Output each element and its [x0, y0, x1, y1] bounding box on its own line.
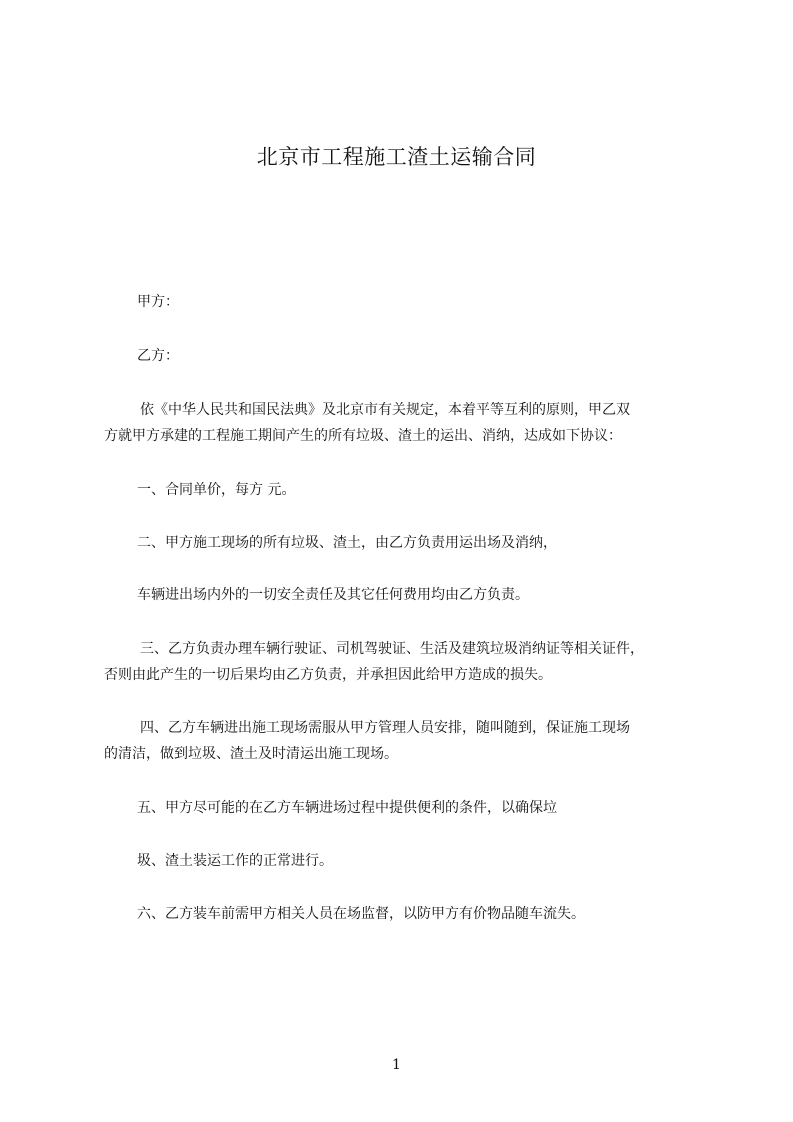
clause-4-line-2: 的清洁，做到垃圾、渣土及时清运出施工现场。: [104, 746, 398, 762]
clause-3-line-1: 三、乙方负责办理车辆行驶证、司机驾驶证、生活及建筑垃圾消纳证等相关证件，: [140, 641, 644, 657]
clause-5-line-1: 五、甲方尽可能的在乙方车辆进场过程中提供便利的条件，以确保垃: [137, 800, 557, 816]
clause-1: 一、合同单价，每方 元。: [137, 482, 296, 498]
clause-6: 六、乙方装车前需甲方相关人员在场监督，以防甲方有价物品随车流失。: [137, 906, 585, 922]
page-number: 1: [392, 1057, 401, 1073]
clause-4-line-1: 四、乙方车辆进出施工现场需服从甲方管理人员安排，随叫随到，保证施工现场: [140, 720, 630, 736]
document-title: 北京市工程施工渣土运输合同: [256, 145, 537, 169]
clause-5-line-2: 圾、渣土装运工作的正常进行。: [137, 853, 333, 869]
party-a-label: 甲方：: [137, 294, 179, 310]
clause-2-line-1: 二、甲方施工现场的所有垃圾、渣土，由乙方负责用运出场及消纳，: [137, 535, 557, 551]
clause-3-line-2: 否则由此产生的一切后果均由乙方负责，并承担因此给甲方造成的损失。: [104, 667, 552, 683]
party-b-label: 乙方：: [137, 348, 179, 364]
clause-2-line-2: 车辆进出场内外的一切安全责任及其它任何费用均由乙方负责。: [137, 587, 529, 603]
intro-line-1: 依《中华人民共和国民法典》及北京市有关规定，本着平等互利的原则，甲乙双: [140, 402, 630, 418]
intro-line-2: 方就甲方承建的工程施工期间产生的所有垃圾、渣土的运出、消纳，达成如下协议：: [104, 428, 622, 444]
